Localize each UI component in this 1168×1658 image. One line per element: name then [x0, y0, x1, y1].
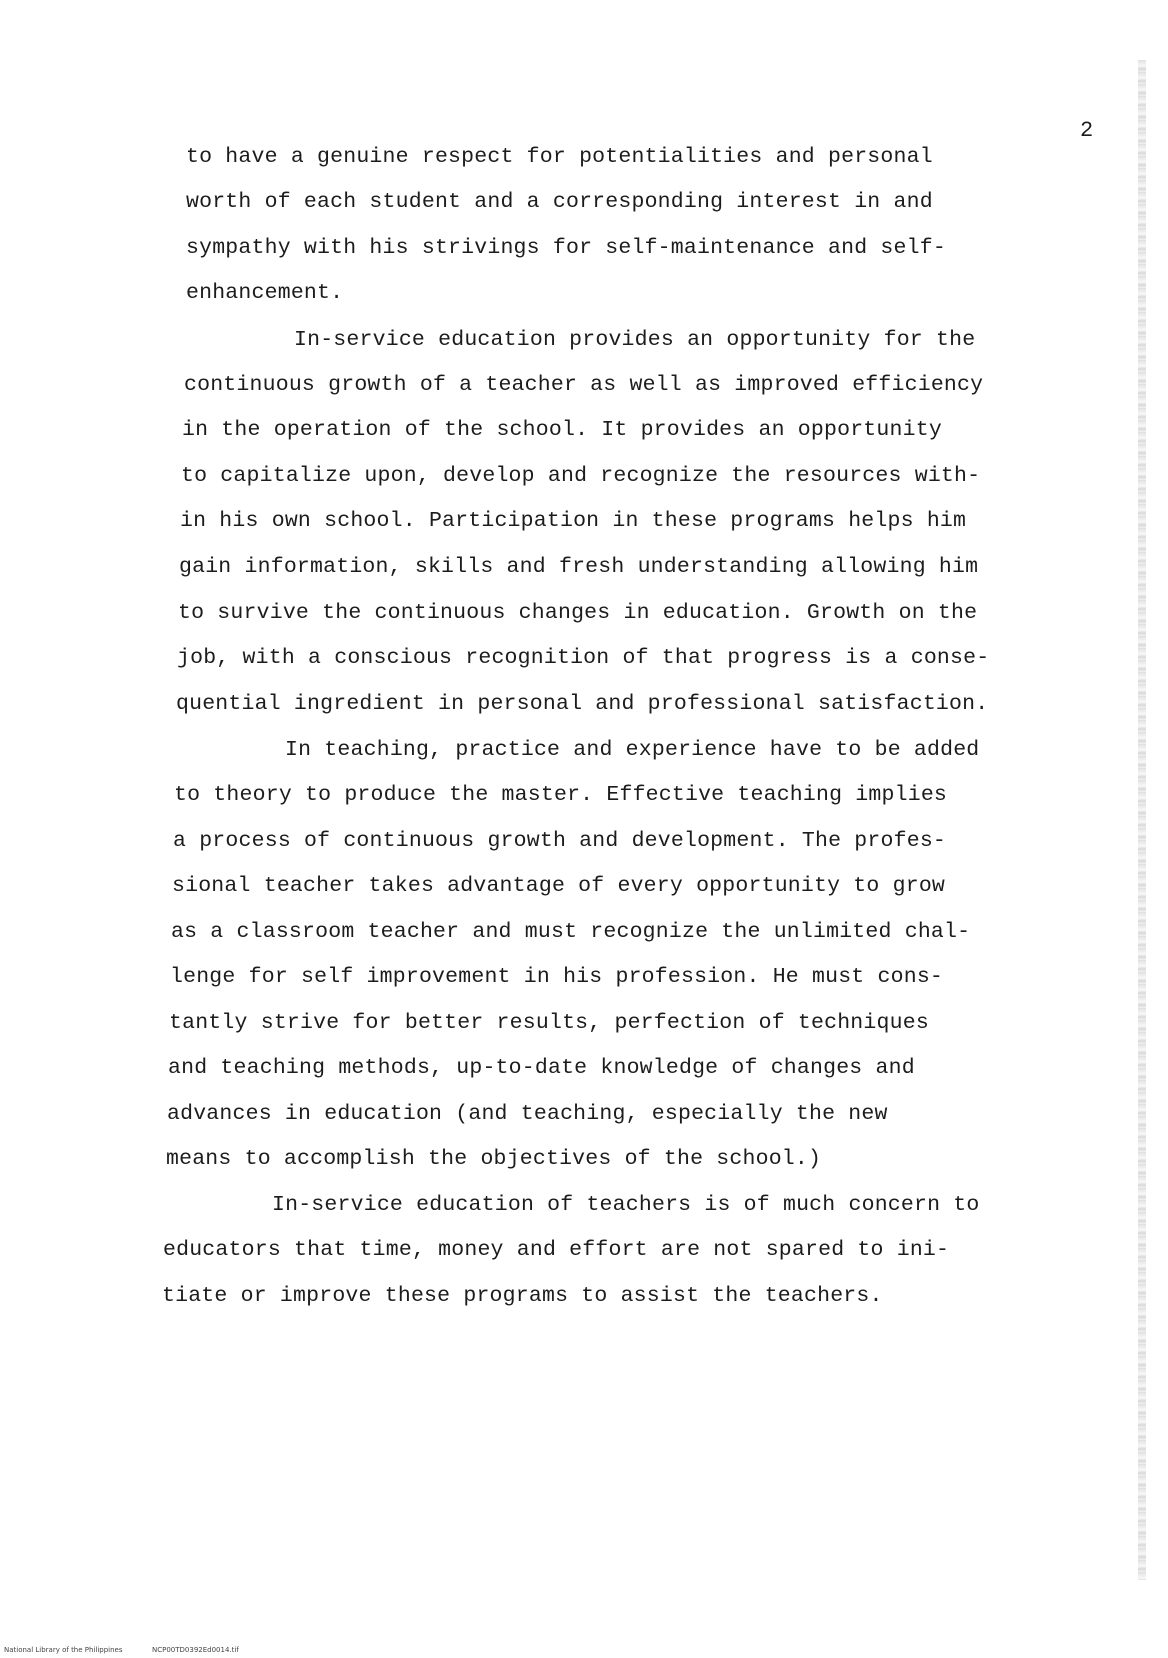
text-line: enhancement. — [186, 281, 344, 305]
text-line: in the operation of the school. It provides an opportunity — [182, 418, 942, 442]
text-line: lenge for self improvement in his profession. He must cons- — [170, 965, 944, 989]
text-line: sympathy with his strivings for self-maintenance and self- — [186, 236, 946, 260]
text-line: sional teacher takes advantage of every opportunity to grow — [172, 874, 946, 898]
text-line: to capitalize upon, develop and recognize the resources with- — [181, 464, 981, 488]
text-line: and teaching methods, up-to-date knowledge of changes and — [168, 1056, 915, 1080]
text-line: educators that time, money and effort are not spared to ini- — [163, 1238, 950, 1262]
text-line: tantly strive for better results, perfection of techniques — [169, 1011, 929, 1035]
text-line: in his own school. Participation in these programs helps him — [180, 509, 967, 533]
text-line: gain information, skills and fresh understanding allowing him — [179, 555, 979, 579]
text-line: as a classroom teacher and must recognize the unlimited chal- — [171, 920, 971, 944]
text-line: In-service education of teachers is of much concern to — [272, 1193, 980, 1217]
text-line: In teaching, practice and experience have to be added — [285, 738, 980, 762]
page-number: 2 — [1080, 118, 1094, 143]
text-line: to have a genuine respect for potentialities and personal — [186, 145, 933, 169]
scan-edge-shadow — [1138, 60, 1146, 1580]
text-line: quential ingredient in personal and professional satisfaction. — [176, 692, 989, 716]
text-line: advances in education (and teaching, especially the new — [167, 1102, 888, 1126]
text-line: to theory to produce the master. Effective teaching implies — [174, 783, 948, 807]
text-line: In-service education provides an opportunity for the — [294, 328, 976, 352]
text-line: job, with a conscious recognition of that progress is a conse- — [177, 646, 990, 670]
footer-library-credit: National Library of the Philippines — [4, 1646, 123, 1654]
text-line: continuous growth of a teacher as well as improved efficiency — [184, 373, 984, 397]
text-line: to survive the continuous changes in education. Growth on the — [178, 601, 978, 625]
footer-file-id: NCP00TD0392Ed0014.tif — [152, 1646, 239, 1654]
text-line: means to accomplish the objectives of the school.) — [166, 1147, 822, 1171]
text-line: tiate or improve these programs to assist the teachers. — [162, 1284, 883, 1308]
text-line: worth of each student and a corresponding interest in and — [186, 190, 933, 214]
text-line: a process of continuous growth and development. The profes- — [173, 829, 947, 853]
